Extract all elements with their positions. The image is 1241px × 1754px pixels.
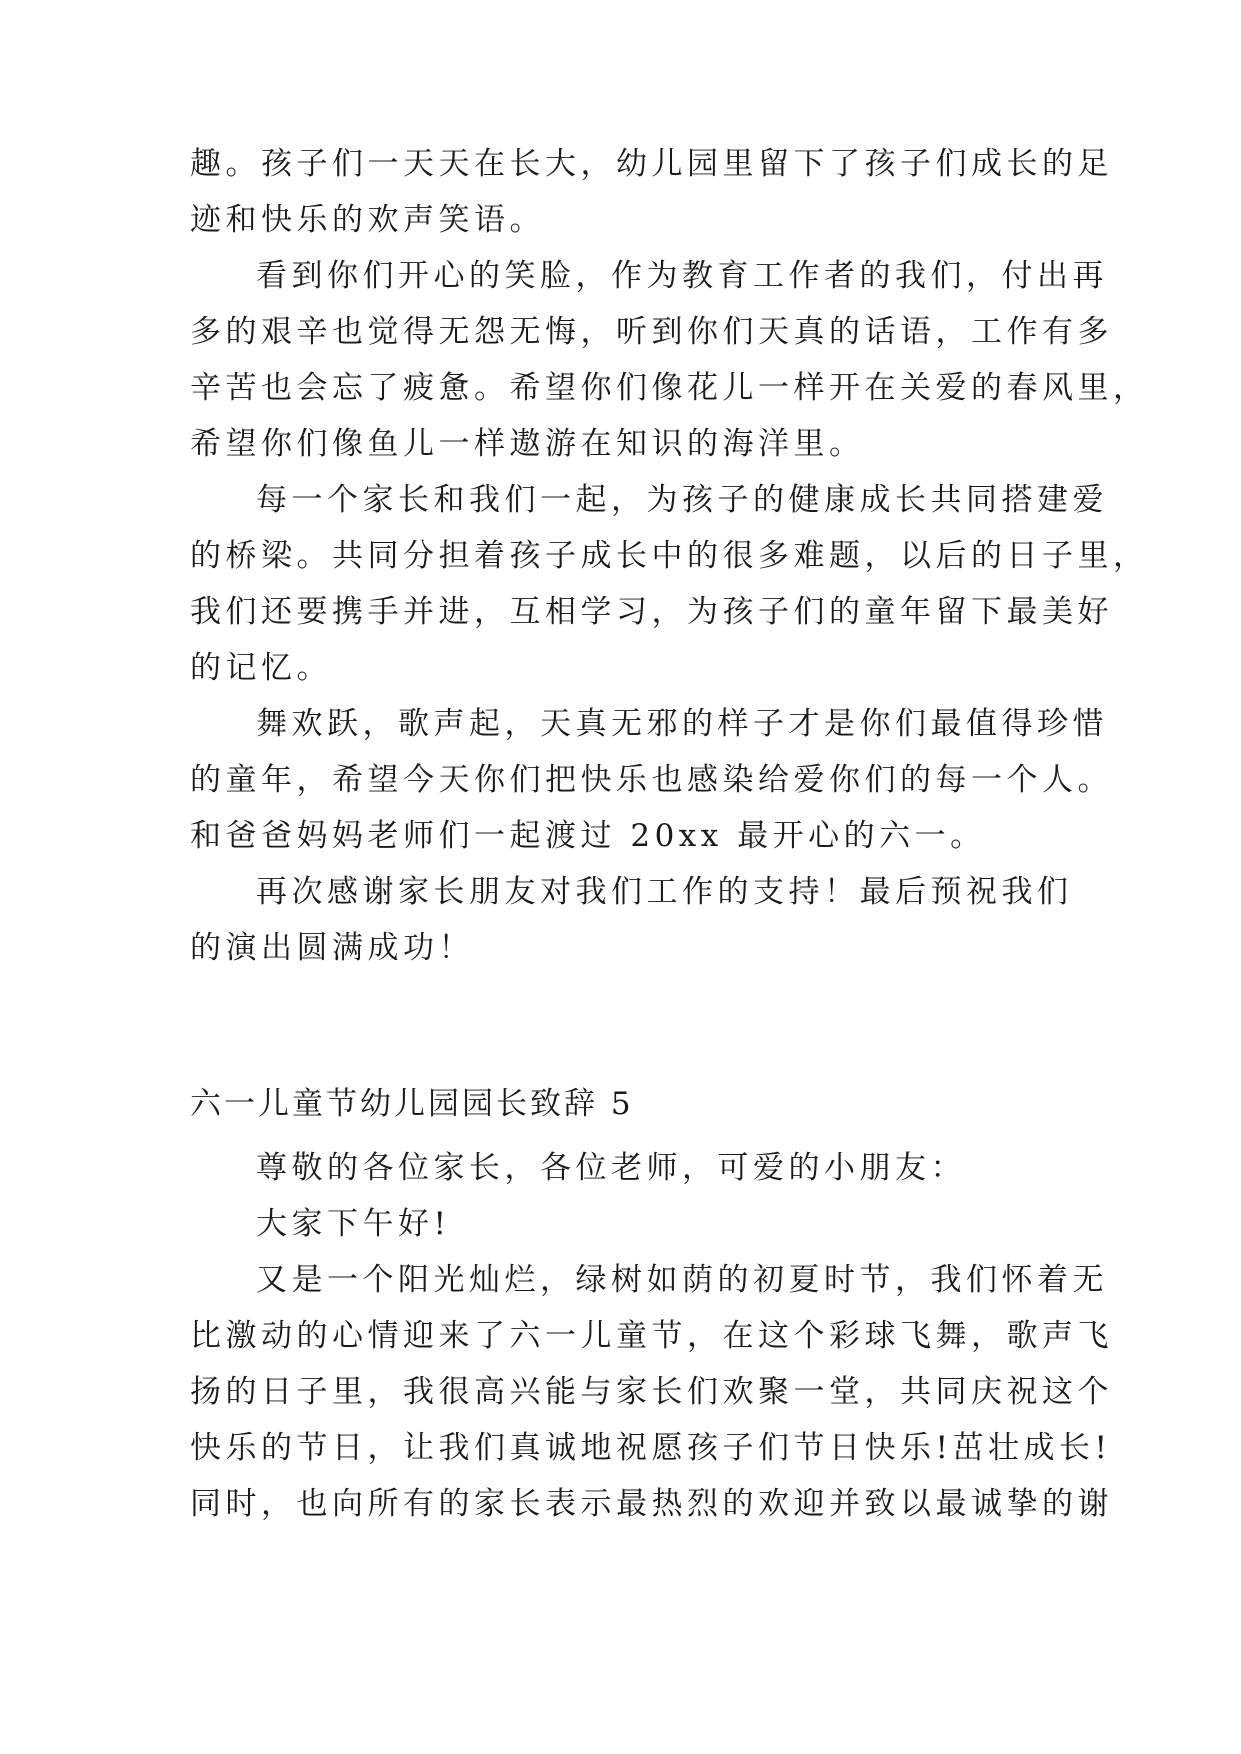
paragraph-line: 再次感谢家长朋友对我们工作的支持！最后预祝我们 xyxy=(256,874,1073,910)
paragraph-line: 又是一个阳光灿烂，绿树如荫的初夏时节，我们怀着无 xyxy=(256,1262,1108,1298)
paragraph-line: 迹和快乐的欢声笑语。 xyxy=(190,202,545,238)
paragraph-line: 我们还要携手并进，互相学习，为孩子们的童年留下最美好 xyxy=(190,594,1113,630)
paragraph-line: 比激动的心情迎来了六一儿童节，在这个彩球飞舞，歌声飞 xyxy=(190,1318,1113,1354)
speech-body-previous xyxy=(190,136,1149,976)
paragraph-line: 舞欢跃，歌声起，天真无邪的样子才是你们最值得珍惜 xyxy=(256,706,1108,742)
paragraph-line: 扬的日子里，我很高兴能与家长们欢聚一堂，共同庆祝这个 xyxy=(190,1374,1113,1410)
paragraph-line: 每一个家长和我们一起，为孩子的健康成长共同搭建爱 xyxy=(256,482,1108,518)
paragraph-line: 同时，也向所有的家长表示最热烈的欢迎并致以最诚挚的谢 xyxy=(190,1486,1113,1522)
greeting-line: 大家下午好! xyxy=(256,1206,451,1242)
paragraph-line: 辛苦也会忘了疲惫。希望你们像花儿一样开在关爱的春风里， xyxy=(190,370,1149,406)
salutation-line: 尊敬的各位家长，各位老师，可爱的小朋友： xyxy=(256,1150,966,1186)
paragraph-line: 趣。孩子们一天天在长大，幼儿园里留下了孩子们成长的足 xyxy=(190,146,1113,182)
paragraph-line: 看到你们开心的笑脸，作为教育工作者的我们，付出再 xyxy=(256,258,1108,294)
paragraph-line: 希望你们像鱼儿一样遨游在知识的海洋里。 xyxy=(190,426,865,462)
section-heading: 六一儿童节幼儿园园长致辞 5 xyxy=(190,1086,634,1122)
paragraph-line: 和爸爸妈妈老师们一起渡过 20xx 最开心的六一。 xyxy=(190,818,986,854)
paragraph-line: 快乐的节日，让我们真诚地祝愿孩子们节日快乐!茁壮成长! xyxy=(190,1430,1112,1466)
paragraph-line: 的演出圆满成功！ xyxy=(190,930,474,966)
paragraph-line: 多的艰辛也觉得无怨无悔，听到你们天真的话语，工作有多 xyxy=(190,314,1113,350)
paragraph-line: 的桥梁。共同分担着孩子成长中的很多难题，以后的日子里， xyxy=(190,538,1149,574)
speech-body-5 xyxy=(190,1140,1113,1532)
section-heading-block xyxy=(190,1076,1050,1132)
paragraph-line: 的记忆。 xyxy=(190,650,332,686)
paragraph-line: 的童年，希望今天你们把快乐也感染给爱你们的每一个人。 xyxy=(190,762,1113,798)
